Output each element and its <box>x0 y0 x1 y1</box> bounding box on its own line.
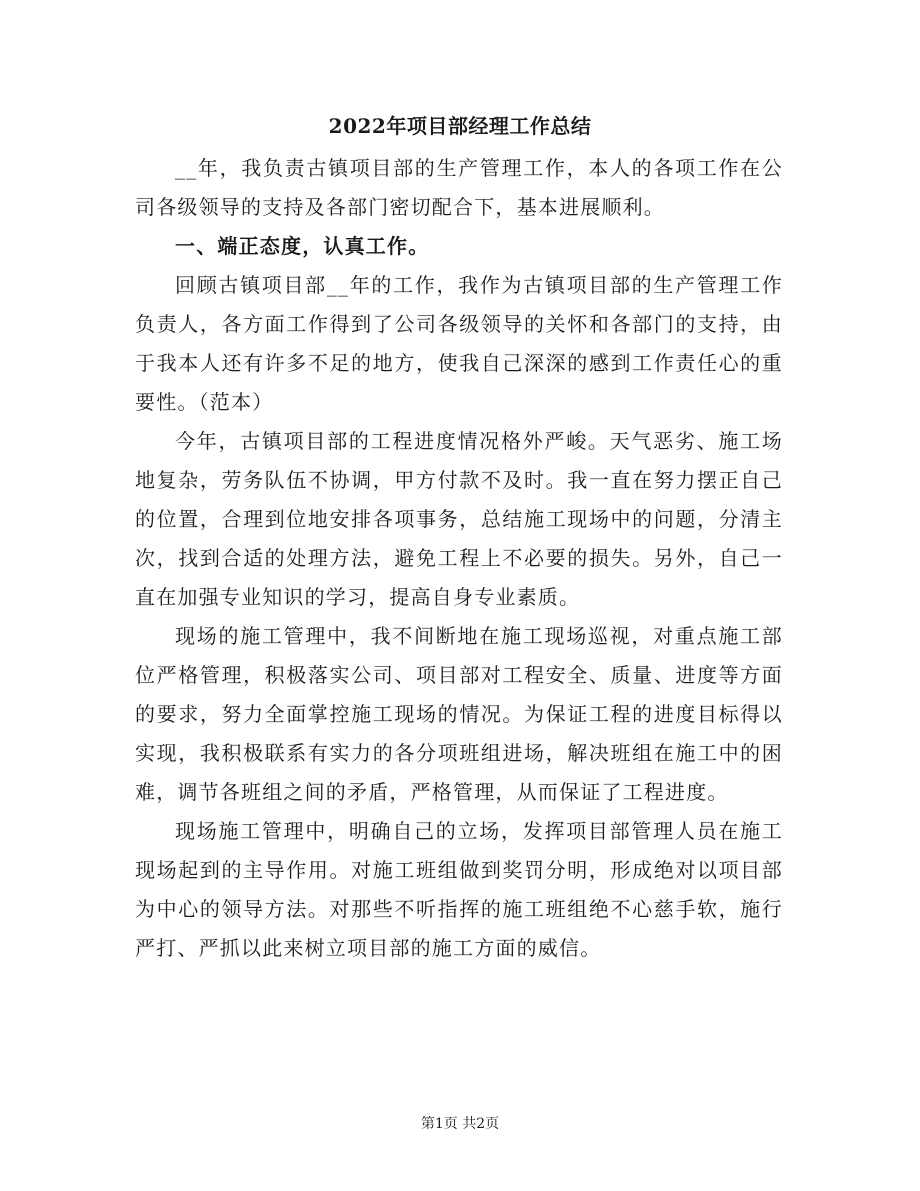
document-body <box>135 149 783 968</box>
page-footer: 第1页 共2页 <box>420 1116 500 1132</box>
paragraph-leadership: 现场施工管理中，明确自己的立场，发挥项目部管理人员在施工现场起到的主导作用。对施工班组做到奖罚分明，形成绝对以项目部为中心的领导方法。对那些不听指挥的施工班组绝不心慈手软，施行严打、严抓以此来树立项目部的施工方面的威信。 <box>135 819 783 960</box>
paragraph-intro: __年，我负责古镇项目部的生产管理工作，本人的各项工作在公司各级领导的支持及各部门密切配合下，基本进展顺利。 <box>135 156 783 219</box>
document-title: 2022年项目部经理工作总结 <box>328 114 592 138</box>
paragraph-site-management: 现场的施工管理中，我不间断地在施工现场巡视，对重点施工部位严格管理，积极落实公司、项目部对工程安全、质量、进度等方面的要求，努力全面掌控施工现场的情况。为保证工程的进度目标得以实现，我积极联系有实力的各分项班组进场，解决班组在施工中的困难，调节各班组之间的矛盾，严格管理，从而保证了工程进度。 <box>135 624 783 804</box>
paragraph-review: 回顾古镇项目部__年的工作，我作为古镇项目部的生产管理工作负责人，各方面工作得到了公司各级领导的关怀和各部门的支持，由于我本人还有许多不足的地方，使我自己深深的感到工作责任心的重要性。（范本） <box>135 273 783 414</box>
section-heading-1: 一、端正态度，认真工作。 <box>175 234 430 258</box>
paragraph-progress: 今年，古镇项目部的工程进度情况格外严峻。天气恶劣、施工场地复杂，劳务队伍不协调，甲方付款不及时。我一直在努力摆正自己的位置，合理到位地安排各项事务，总结施工现场中的问题，分清主次，找到合适的处理方法，避免工程上不必要的损失。另外，自己一直在加强专业知识的学习，提高自身专业素质。 <box>135 429 783 609</box>
